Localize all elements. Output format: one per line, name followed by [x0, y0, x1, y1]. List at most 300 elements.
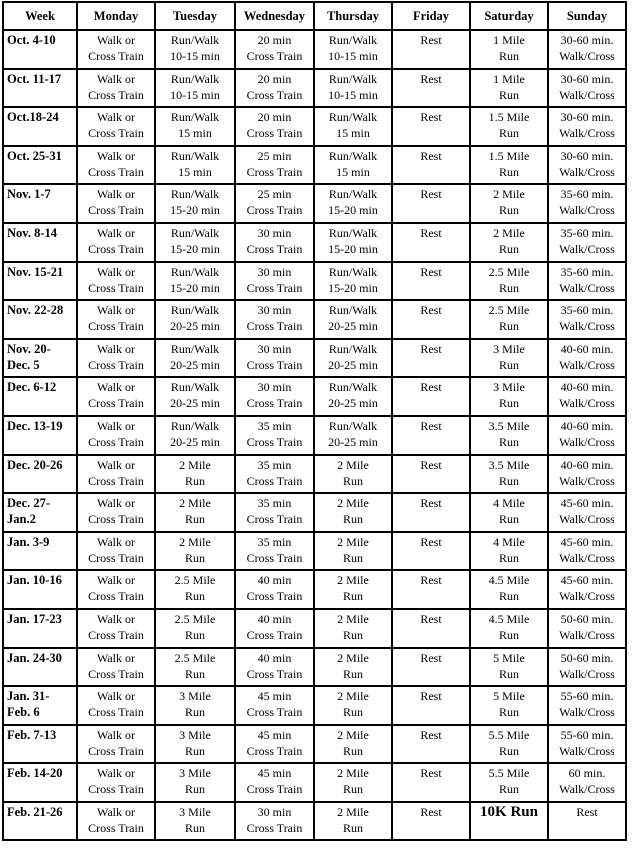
- week-cell: [3, 107, 77, 146]
- cell-line: Walk or: [96, 380, 136, 395]
- cell-line: 55-60 min.: [560, 689, 614, 704]
- cell-line: Walk or: [96, 611, 136, 626]
- cell-line: Jan. 3-9: [7, 534, 50, 549]
- cell-line: 20 min: [257, 33, 292, 47]
- friday-cell: [392, 532, 470, 571]
- saturday-cell: [470, 300, 548, 339]
- cell-line: Walk or: [96, 187, 136, 202]
- cell-line: 30-60 min.: [560, 33, 614, 47]
- cell-line: 10-15 min: [328, 49, 378, 63]
- cell-line: 4.5 Mile: [488, 573, 530, 588]
- week-cell: [3, 416, 77, 455]
- cell-line: 15-20 min: [328, 203, 378, 218]
- cell-line: 2 Mile: [493, 225, 525, 240]
- cell-line: 20-25 min: [170, 319, 220, 334]
- cell-line: 5.5 Mile: [488, 766, 530, 781]
- cell-line: Run: [342, 782, 363, 797]
- week-cell: [3, 648, 77, 687]
- cell-line: Cross Train: [246, 396, 303, 411]
- cell-line: 20-25 min: [170, 434, 220, 449]
- week-cell: [3, 686, 77, 725]
- wednesday-cell: [235, 69, 314, 108]
- friday-cell: [392, 262, 470, 301]
- tuesday-cell: [155, 725, 235, 764]
- tuesday-cell: [155, 184, 235, 223]
- monday-cell: [77, 30, 155, 69]
- cell-line: 4 Mile: [493, 534, 525, 549]
- cell-line: 35 min: [257, 457, 292, 472]
- table-row: [3, 416, 626, 455]
- cell-line: 45-60 min.: [560, 534, 614, 549]
- cell-line: 30 min: [257, 303, 292, 318]
- cell-line: Cross Train: [88, 782, 144, 797]
- cell-line: Run: [498, 126, 519, 141]
- cell-line: Rest: [420, 380, 442, 395]
- friday-cell: [392, 107, 470, 146]
- cell-line: Cross Train: [88, 743, 144, 758]
- cell-line: 25 min: [257, 187, 292, 202]
- cell-line: 20-25 min: [328, 357, 378, 372]
- cell-line: 40-60 min.: [560, 380, 614, 395]
- cell-line: Walk or: [96, 689, 136, 704]
- week-cell: [3, 570, 77, 609]
- thursday-cell: [314, 416, 392, 455]
- cell-line: Cross Train: [88, 87, 144, 102]
- monday-cell: [77, 107, 155, 146]
- cell-line: 4 Mile: [493, 496, 525, 511]
- cell-line: 20 min: [257, 110, 292, 125]
- monday-cell: [77, 223, 155, 262]
- cell-line: Cross Train: [246, 550, 303, 565]
- cell-line: Run: [184, 782, 205, 797]
- saturday-cell: [470, 30, 548, 69]
- cell-line: Feb. 7-13: [7, 727, 57, 742]
- cell-line: Cross Train: [88, 164, 144, 179]
- cell-line: Cross Train: [246, 49, 303, 63]
- cell-line: Rest: [420, 611, 442, 626]
- wednesday-cell: [235, 648, 314, 687]
- wednesday-cell: [235, 184, 314, 223]
- cell-line: Cross Train: [246, 241, 303, 256]
- cell-line: Run: [342, 705, 363, 720]
- cell-line: Run/Walk: [328, 33, 378, 47]
- cell-line: Rest: [420, 804, 442, 819]
- cell-line: Walk/Cross: [559, 782, 615, 797]
- thursday-cell: [314, 686, 392, 725]
- cell-line: Run: [498, 280, 519, 295]
- cell-line: Run: [498, 627, 519, 642]
- cell-line: Cross Train: [88, 280, 144, 295]
- week-cell: [3, 223, 77, 262]
- saturday-cell: [470, 69, 548, 108]
- cell-line: 15 min: [336, 164, 370, 179]
- week-cell: [3, 725, 77, 764]
- cell-line: Walk or: [96, 303, 136, 318]
- cell-line: Run/Walk: [328, 380, 378, 395]
- monday-cell: [77, 300, 155, 339]
- sunday-cell: [548, 416, 626, 455]
- wednesday-cell: [235, 802, 314, 841]
- cell-line: Cross Train: [246, 164, 303, 179]
- cell-line: Cross Train: [88, 589, 144, 604]
- saturday-cell: [470, 146, 548, 185]
- cell-line: Walk/Cross: [559, 589, 615, 604]
- cell-line: Nov. 15-21: [7, 264, 64, 279]
- friday-cell: [392, 184, 470, 223]
- cell-line: Feb. 21-26: [7, 804, 63, 819]
- saturday-cell: [470, 763, 548, 802]
- cell-line: Rest: [420, 457, 442, 472]
- cell-line: 35 min: [257, 418, 292, 433]
- cell-line: Walk/Cross: [559, 512, 615, 527]
- cell-line: Dec. 6-12: [7, 380, 57, 395]
- cell-line: 15-20 min: [170, 241, 220, 256]
- cell-line: 2 Mile: [179, 496, 211, 511]
- cell-line: 35 min: [257, 496, 292, 511]
- cell-line: 5 Mile: [493, 689, 525, 704]
- cell-line: 5.5 Mile: [488, 727, 530, 742]
- thursday-cell: [314, 455, 392, 494]
- cell-line: Run: [342, 473, 363, 488]
- cell-line: 2 Mile: [493, 187, 525, 202]
- cell-line: Cross Train: [88, 126, 144, 141]
- cell-line: Run/Walk: [328, 303, 378, 318]
- week-cell: [3, 146, 77, 185]
- cell-line: 1.5 Mile: [488, 148, 530, 163]
- week-cell: [3, 300, 77, 339]
- thursday-cell: [314, 69, 392, 108]
- cell-line: 1.5 Mile: [488, 110, 530, 125]
- cell-line: Rest: [420, 727, 442, 742]
- cell-line: Run: [184, 512, 205, 527]
- cell-line: Dec. 13-19: [7, 418, 63, 433]
- saturday-cell: [470, 725, 548, 764]
- sunday-cell: [548, 570, 626, 609]
- monday-cell: [77, 146, 155, 185]
- cell-line: Run: [498, 782, 519, 797]
- cell-line: Run: [498, 87, 519, 102]
- cell-line: 15 min: [178, 164, 212, 179]
- cell-line: Cross Train: [88, 820, 144, 835]
- friday-cell: [392, 416, 470, 455]
- table-row: [3, 570, 626, 609]
- cell-line: Oct.18-24: [7, 110, 59, 125]
- cell-line: Run: [184, 743, 205, 758]
- cell-line: 2 Mile: [337, 727, 369, 742]
- table-row: [3, 686, 626, 725]
- cell-line: Run/Walk: [328, 418, 378, 433]
- wednesday-cell: [235, 532, 314, 571]
- wednesday-cell: [235, 339, 314, 378]
- friday-cell: [392, 377, 470, 416]
- cell-line: Run: [184, 550, 205, 565]
- cell-line: 20-25 min: [170, 396, 220, 411]
- monday-cell: [77, 763, 155, 802]
- cell-line: Cross Train: [88, 396, 144, 411]
- header-sunday: Sunday: [548, 2, 626, 30]
- cell-line: Run: [498, 743, 519, 758]
- cell-line: 25 min: [257, 148, 292, 163]
- cell-line: Rest: [420, 71, 442, 86]
- cell-line: 2 Mile: [337, 804, 369, 819]
- wednesday-cell: [235, 30, 314, 69]
- cell-line: 2 Mile: [337, 766, 369, 781]
- cell-line: Jan. 17-23: [7, 611, 62, 626]
- cell-line: Walk/Cross: [559, 396, 615, 411]
- cell-line: Run/Walk: [170, 33, 220, 47]
- wednesday-cell: [235, 763, 314, 802]
- tuesday-cell: [155, 532, 235, 571]
- sunday-cell: [548, 532, 626, 571]
- sunday-cell: [548, 609, 626, 648]
- cell-line: 3.5 Mile: [488, 418, 530, 433]
- friday-cell: [392, 69, 470, 108]
- cell-line: Walk or: [96, 534, 136, 549]
- cell-line: Cross Train: [88, 705, 144, 720]
- cell-line: Cross Train: [246, 512, 303, 527]
- tuesday-cell: [155, 686, 235, 725]
- monday-cell: [77, 532, 155, 571]
- cell-line: 2 Mile: [337, 534, 369, 549]
- cell-line: Nov. 8-14: [7, 225, 57, 240]
- cell-line: Cross Train: [246, 743, 303, 758]
- monday-cell: [77, 339, 155, 378]
- tuesday-cell: [155, 223, 235, 262]
- saturday-cell: [470, 107, 548, 146]
- header-monday: Monday: [77, 2, 155, 30]
- cell-line: Run/Walk: [328, 110, 378, 125]
- cell-line: 15-20 min: [170, 280, 220, 295]
- cell-line: Walk or: [96, 33, 136, 47]
- cell-line: Run: [342, 512, 363, 527]
- cell-line: Jan. 24-30: [7, 650, 62, 665]
- cell-line: Cross Train: [88, 357, 144, 372]
- cell-line: 2 Mile: [337, 457, 369, 472]
- cell-line: 10-15 min: [170, 87, 220, 102]
- cell-line: 35-60 min.: [560, 303, 614, 318]
- cell-line: Run: [342, 550, 363, 565]
- cell-line: 45-60 min.: [560, 573, 614, 588]
- thursday-cell: [314, 763, 392, 802]
- tuesday-cell: [155, 69, 235, 108]
- sunday-cell: [548, 223, 626, 262]
- cell-line: 45 min: [257, 766, 292, 781]
- cell-line: Walk or: [96, 225, 136, 240]
- cell-line: Run/Walk: [170, 264, 220, 279]
- cell-line: 50-60 min.: [560, 611, 614, 626]
- cell-line: Walk/Cross: [559, 87, 615, 102]
- cell-line: 20-25 min: [170, 357, 220, 372]
- cell-line: Walk or: [96, 766, 136, 781]
- wednesday-cell: [235, 377, 314, 416]
- cell-line: Walk/Cross: [559, 434, 615, 449]
- week-cell: [3, 30, 77, 69]
- cell-line: Walk or: [96, 264, 136, 279]
- saturday-cell: [470, 339, 548, 378]
- cell-line: 60 min.: [568, 766, 606, 781]
- week-cell: [3, 339, 77, 378]
- cell-line: 20-25 min: [328, 434, 378, 449]
- cell-line: Run/Walk: [170, 303, 220, 318]
- monday-cell: [77, 570, 155, 609]
- cell-line: Run/Walk: [170, 341, 220, 356]
- cell-line: Jan. 10-16: [7, 573, 62, 588]
- cell-line: 2.5 Mile: [488, 264, 530, 279]
- cell-line: Walk or: [96, 496, 136, 511]
- cell-line: 2.5 Mile: [174, 573, 216, 588]
- cell-line: Walk or: [96, 71, 136, 86]
- cell-line: 15 min: [336, 126, 370, 141]
- cell-line: Walk or: [96, 110, 136, 125]
- monday-cell: [77, 609, 155, 648]
- thursday-cell: [314, 493, 392, 532]
- table-row: [3, 493, 626, 532]
- sunday-cell: [548, 146, 626, 185]
- cell-line: Cross Train: [246, 473, 303, 488]
- cell-line: Run/Walk: [170, 380, 220, 395]
- cell-line: 10-15 min: [170, 49, 220, 63]
- monday-cell: [77, 455, 155, 494]
- cell-line: Walk/Cross: [559, 241, 615, 256]
- cell-line: 40 min: [257, 611, 292, 626]
- cell-line: 30 min: [257, 380, 292, 395]
- table-row: [3, 455, 626, 494]
- cell-line: Walk/Cross: [559, 319, 615, 334]
- cell-line: 1 Mile: [493, 71, 525, 86]
- cell-line: Cross Train: [88, 627, 144, 642]
- cell-line: 30 min: [257, 225, 292, 240]
- cell-line: Walk/Cross: [559, 743, 615, 758]
- monday-cell: [77, 184, 155, 223]
- cell-line: 35-60 min.: [560, 187, 614, 202]
- saturday-cell: [470, 532, 548, 571]
- saturday-cell: [470, 223, 548, 262]
- wednesday-cell: [235, 107, 314, 146]
- cell-line: Cross Train: [88, 512, 144, 527]
- training-schedule-table: [2, 1, 627, 841]
- thursday-cell: [314, 339, 392, 378]
- wednesday-cell: [235, 300, 314, 339]
- table-row: [3, 609, 626, 648]
- cell-line: 45 min: [257, 727, 292, 742]
- friday-cell: [392, 725, 470, 764]
- thursday-cell: [314, 300, 392, 339]
- cell-line: 15 min: [178, 126, 212, 141]
- sunday-cell: [548, 725, 626, 764]
- cell-line: Walk or: [96, 418, 136, 433]
- wednesday-cell: [235, 223, 314, 262]
- cell-line: Rest: [420, 689, 442, 704]
- cell-line: Walk or: [96, 341, 136, 356]
- cell-line: Run: [184, 589, 205, 604]
- monday-cell: [77, 416, 155, 455]
- cell-line: Rest: [420, 534, 442, 549]
- table-body: [3, 30, 626, 840]
- cell-line: Oct. 11-17: [7, 71, 62, 86]
- cell-line: Feb. 14-20: [7, 766, 63, 781]
- saturday-cell: [470, 455, 548, 494]
- cell-line: Run: [498, 666, 519, 681]
- cell-line: Walk or: [96, 650, 136, 665]
- cell-line: Cross Train: [246, 357, 303, 372]
- cell-line: Walk or: [96, 148, 136, 163]
- cell-line: Rest: [420, 418, 442, 433]
- cell-line: 35-60 min.: [560, 264, 614, 279]
- cell-line: Cross Train: [246, 203, 303, 218]
- cell-line: Cross Train: [246, 666, 303, 681]
- sunday-cell: [548, 300, 626, 339]
- saturday-cell: [470, 609, 548, 648]
- week-cell: [3, 802, 77, 841]
- week-cell: [3, 184, 77, 223]
- table-row: [3, 648, 626, 687]
- cell-line: 45-60 min.: [560, 496, 614, 511]
- week-cell: [3, 763, 77, 802]
- cell-line: Walk/Cross: [559, 473, 615, 488]
- table-row: [3, 262, 626, 301]
- cell-line: 2 Mile: [179, 534, 211, 549]
- cell-line: Feb. 6: [7, 705, 40, 720]
- sunday-cell: [548, 493, 626, 532]
- cell-line: Run: [184, 705, 205, 720]
- cell-line: Rest: [420, 496, 442, 511]
- saturday-cell: [470, 262, 548, 301]
- cell-line: 2 Mile: [337, 496, 369, 511]
- cell-line: Run: [498, 512, 519, 527]
- cell-line: 3.5 Mile: [488, 457, 530, 472]
- cell-line: Nov. 20-: [7, 341, 51, 356]
- monday-cell: [77, 69, 155, 108]
- saturday-cell: [470, 377, 548, 416]
- monday-cell: [77, 802, 155, 841]
- cell-line: 30-60 min.: [560, 71, 614, 86]
- cell-line: Run: [498, 434, 519, 449]
- wednesday-cell: [235, 262, 314, 301]
- cell-line: Walk/Cross: [559, 164, 615, 179]
- sunday-cell: [548, 184, 626, 223]
- cell-line: Run/Walk: [170, 418, 220, 433]
- thursday-cell: [314, 532, 392, 571]
- friday-cell: [392, 339, 470, 378]
- monday-cell: [77, 648, 155, 687]
- cell-line: Rest: [576, 804, 598, 819]
- tuesday-cell: [155, 493, 235, 532]
- wednesday-cell: [235, 686, 314, 725]
- header-saturday: Saturday: [470, 2, 548, 30]
- friday-cell: [392, 146, 470, 185]
- cell-line: Jan. 31-: [7, 689, 50, 704]
- wednesday-cell: [235, 416, 314, 455]
- cell-line: Cross Train: [246, 589, 303, 604]
- monday-cell: [77, 262, 155, 301]
- cell-line: Walk/Cross: [559, 280, 615, 295]
- cell-line: Run/Walk: [328, 225, 378, 240]
- cell-line: 5 Mile: [493, 650, 525, 665]
- cell-line: 30-60 min.: [560, 110, 614, 125]
- cell-line: Run: [498, 357, 519, 372]
- cell-line: Cross Train: [246, 820, 303, 835]
- cell-line: Run: [498, 705, 519, 720]
- cell-line: Run: [342, 743, 363, 758]
- week-cell: [3, 609, 77, 648]
- cell-line: Run: [184, 473, 205, 488]
- cell-line: Walk/Cross: [559, 49, 615, 63]
- wednesday-cell: [235, 570, 314, 609]
- table-row: [3, 30, 626, 69]
- cell-line: 20-25 min: [328, 319, 378, 334]
- cell-line: 1 Mile: [493, 33, 525, 47]
- saturday-cell: [470, 184, 548, 223]
